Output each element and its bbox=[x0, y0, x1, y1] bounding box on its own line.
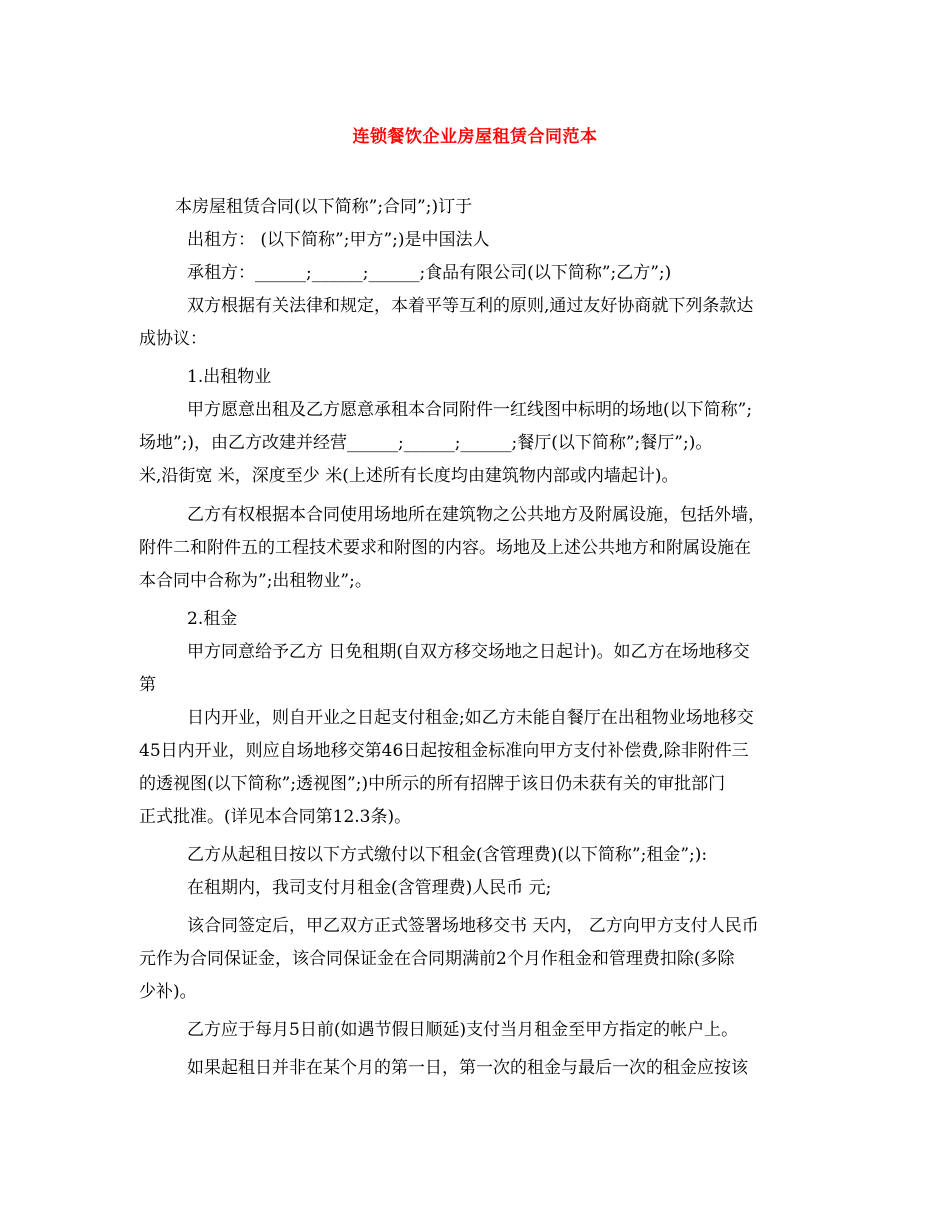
section-heading: 2.租金 bbox=[187, 609, 238, 629]
paragraph-line: 45日内开业，则应自场地移交第46日起按租金标准向甲方支付补偿费,除非附件三 bbox=[139, 741, 749, 761]
paragraph-line: 本房屋租赁合同(以下简称”;合同”;)订于 bbox=[175, 197, 473, 217]
paragraph-line: 如果起租日并非在某个月的第一日，第一次的租金与最后一次的租金应按该 bbox=[187, 1058, 748, 1078]
paragraph-line: 附件二和附件五的工程技术要求和附图的内容。场地及上述公共地方和附属设施在 bbox=[139, 538, 751, 558]
paragraph-line: 第 bbox=[139, 675, 156, 695]
paragraph-line: 正式批准。(详见本合同第12.3条)。 bbox=[139, 807, 412, 827]
paragraph-line: 在租期内，我司支付月租金(含管理费)人民币 元; bbox=[187, 878, 552, 898]
paragraph-line: 乙方从起租日按以下方式缴付以下租金(含管理费)(以下简称”;租金”;): bbox=[187, 845, 708, 865]
paragraph-line: 乙方应于每月5日前(如遇节假日顺延)支付当月租金至甲方指定的帐户上。 bbox=[187, 1020, 739, 1040]
paragraph-line: 少补)。 bbox=[139, 982, 197, 1002]
paragraph-line: 承租方：______;______;______;食品有限公司(以下简称”;乙方”;) bbox=[187, 263, 672, 283]
paragraph-line: 出租方： (以下简称”;甲方”;)是中国法人 bbox=[187, 230, 490, 250]
paragraph-line: 日内开业，则自开业之日起支付租金;如乙方未能自餐厅在出租物业场地移交 bbox=[187, 708, 754, 728]
section-heading: 1.出租物业 bbox=[187, 367, 272, 387]
paragraph-line: 元作为合同保证金，该合同保证金在合同期满前2个月作租金和管理费扣除(多除 bbox=[139, 949, 735, 969]
paragraph-line: 场地”;)，由乙方改建并经营______;______;______;餐厅(以下简称”;餐厅”;)。 bbox=[139, 433, 713, 453]
paragraph-line: 的透视图(以下简称”;透视图”;)中所示的所有招牌于该日仍未获有关的审批部门 bbox=[139, 774, 726, 794]
paragraph-line: 该合同签定后，甲乙双方正式签署场地移交书 天内， 乙方向甲方支付人民币 bbox=[187, 916, 759, 936]
paragraph-line: 甲方同意给予乙方 日免租期(自双方移交场地之日起计)。如乙方在场地移交 bbox=[187, 642, 750, 662]
paragraph-line: 双方根据有关法律和规定，本着平等互利的原则,通过友好协商就下列条款达 bbox=[187, 296, 754, 316]
paragraph-line: 乙方有权根据本合同使用场地所在建筑物之公共地方及附属设施，包括外墙， bbox=[187, 505, 765, 525]
document-title: 连锁餐饮企业房屋租赁合同范本 bbox=[352, 127, 598, 147]
paragraph-line: 米,沿街宽 米，深度至少 米(上述所有长度均由建筑物内部或内墙起计)。 bbox=[139, 466, 679, 486]
paragraph-line: 本合同中合称为”;出租物业”;。 bbox=[139, 571, 372, 591]
paragraph-line: 甲方愿意出租及乙方愿意承租本合同附件一红线图中标明的场地(以下简称”; bbox=[187, 400, 753, 420]
paragraph-line: 成协议： bbox=[139, 329, 207, 349]
